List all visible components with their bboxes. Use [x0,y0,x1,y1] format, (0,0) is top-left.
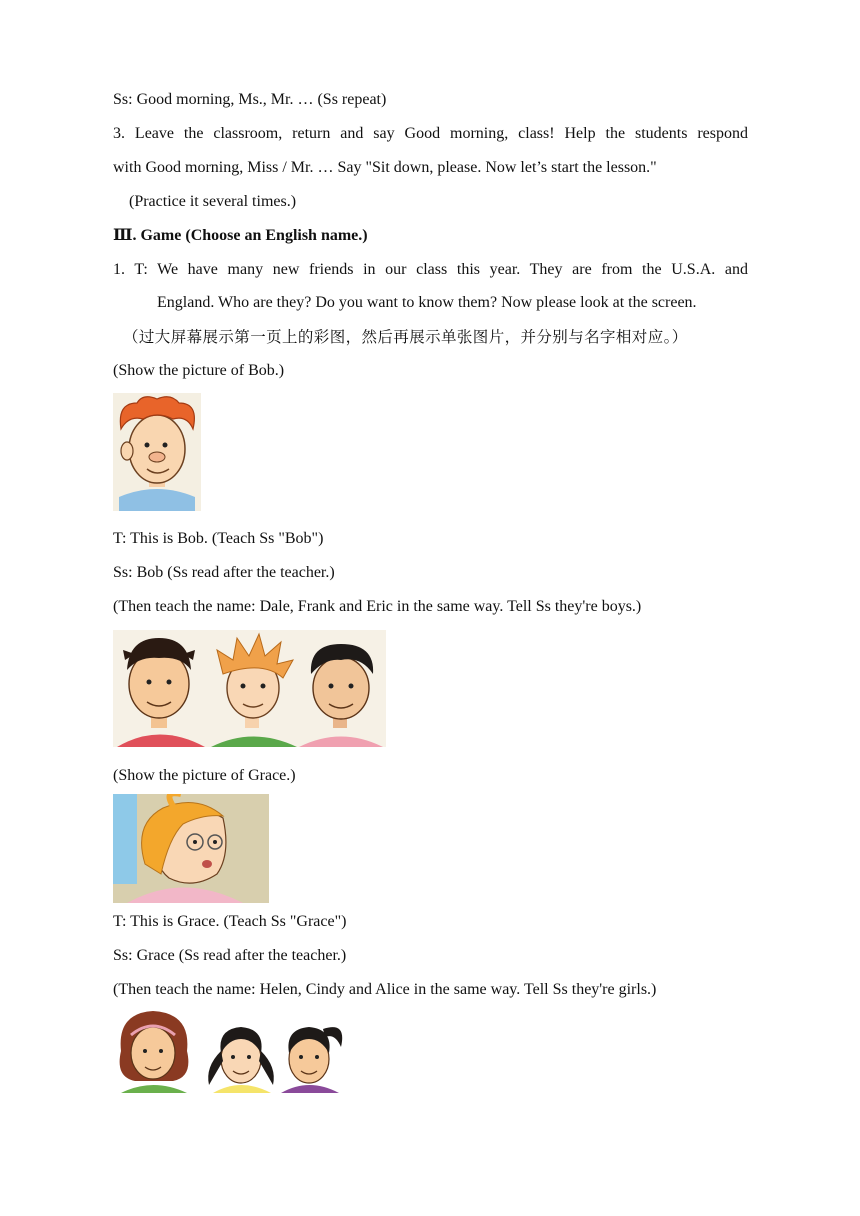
chinese-instruction: （过大屏幕展示第一页上的彩图，然后再展示单张图片，并分别与名字相对应。） [123,328,688,346]
boys-names-note: (Then teach the name: Dale, Frank and Eric in the same way. Tell Ss they're boys.) [113,598,642,615]
girls-picture [113,1007,345,1093]
practice-note: (Practice it several times.) [129,193,297,210]
step-1-line-2: England. Who are they? Do you want to know them? Now please look at the screen. [157,294,697,311]
step-1-line-1: 1. T: We have many new friends in our class this year. They are from the U.S.A. and [113,261,748,278]
boys-picture [113,630,386,747]
students-line-bob: Ss: Bob (Ss read after the teacher.) [113,564,335,581]
bob-picture [113,393,201,511]
dialogue-line-ss-good-morning: Ss: Good morning, Ms., Mr. … (Ss repeat) [113,91,387,108]
section-heading-game: Ⅲ. Game (Choose an English name.) [113,227,368,244]
teacher-line-grace: T: This is Grace. (Teach Ss "Grace") [113,913,347,930]
show-grace-note: (Show the picture of Grace.) [113,767,296,784]
students-line-grace: Ss: Grace (Ss read after the teacher.) [113,947,347,964]
girls-names-note: (Then teach the name: Helen, Cindy and Alice in the same way. Tell Ss they're girls.) [113,981,657,998]
step-3-line-2: with Good morning, Miss / Mr. … Say "Sit down, please. Now let’s start the lesson." [113,159,657,176]
teacher-line-bob: T: This is Bob. (Teach Ss "Bob") [113,530,324,547]
grace-picture [113,794,269,903]
show-bob-note: (Show the picture of Bob.) [113,362,285,379]
step-3-line-1: 3. Leave the classroom, return and say Good morning, class! Help the students respond [113,125,748,142]
